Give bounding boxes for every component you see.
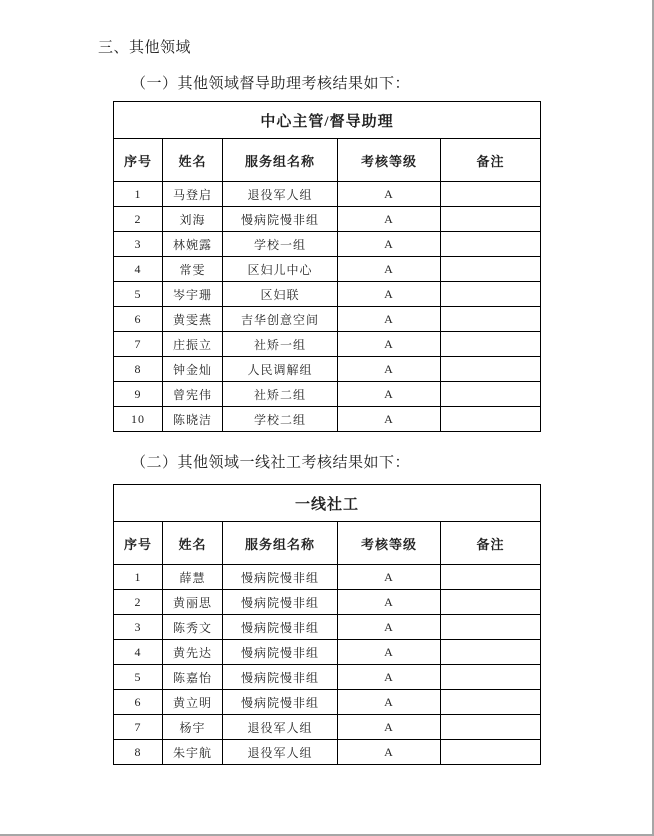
cell-remark (441, 182, 541, 207)
table-row (114, 690, 541, 715)
cell-grade: A (338, 307, 441, 332)
cell-index: 6 (114, 307, 163, 332)
cell-grade: A (338, 407, 441, 432)
cell-index: 3 (114, 232, 163, 257)
cell-remark (441, 407, 541, 432)
cell-name: 常雯 (163, 257, 223, 282)
table-row (114, 332, 541, 357)
table-row (114, 207, 541, 232)
cell-index: 4 (114, 640, 163, 665)
cell-name: 朱宇航 (163, 740, 223, 765)
table-row (114, 182, 541, 207)
cell-group: 学校二组 (223, 407, 338, 432)
section-heading: 三、其他领域 (98, 40, 192, 56)
cell-remark (441, 565, 541, 590)
table-title: 一线社工 (114, 485, 541, 522)
table-row (114, 282, 541, 307)
column-header-index: 序号 (114, 522, 163, 565)
column-header-group: 服务组名称 (223, 522, 338, 565)
cell-name: 林婉露 (163, 232, 223, 257)
table-title-row (114, 102, 541, 139)
cell-group: 慢病院慢非组 (223, 665, 338, 690)
column-header-remark: 备注 (441, 139, 541, 182)
table-row (114, 232, 541, 257)
column-header-grade: 考核等级 (338, 139, 441, 182)
table-row (114, 615, 541, 640)
cell-group: 慢病院慢非组 (223, 565, 338, 590)
cell-index: 6 (114, 690, 163, 715)
cell-index: 5 (114, 665, 163, 690)
cell-index: 1 (114, 565, 163, 590)
cell-index: 3 (114, 615, 163, 640)
cell-remark (441, 282, 541, 307)
cell-group: 区妇儿中心 (223, 257, 338, 282)
cell-index: 2 (114, 207, 163, 232)
cell-grade: A (338, 665, 441, 690)
cell-group: 学校一组 (223, 232, 338, 257)
cell-grade: A (338, 382, 441, 407)
cell-name: 庄振立 (163, 332, 223, 357)
cell-name: 黄雯燕 (163, 307, 223, 332)
cell-grade: A (338, 257, 441, 282)
cell-name: 黄丽思 (163, 590, 223, 615)
column-header-remark: 备注 (441, 522, 541, 565)
frontline-assessment-table (113, 484, 541, 765)
cell-remark (441, 257, 541, 282)
cell-group: 社矫一组 (223, 332, 338, 357)
table-title: 中心主管/督导助理 (114, 102, 541, 139)
cell-group: 区妇联 (223, 282, 338, 307)
table-caption-frontline: （二）其他领域一线社工考核结果如下： (131, 455, 411, 471)
cell-grade: A (338, 207, 441, 232)
cell-grade: A (338, 357, 441, 382)
cell-grade: A (338, 715, 441, 740)
column-header-name: 姓名 (163, 139, 223, 182)
cell-grade: A (338, 332, 441, 357)
column-header-grade: 考核等级 (338, 522, 441, 565)
cell-name: 钟金灿 (163, 357, 223, 382)
cell-group: 退役军人组 (223, 182, 338, 207)
cell-name: 薛慧 (163, 565, 223, 590)
cell-group: 退役军人组 (223, 715, 338, 740)
cell-remark (441, 715, 541, 740)
cell-index: 2 (114, 590, 163, 615)
table-row (114, 665, 541, 690)
table-row (114, 307, 541, 332)
cell-group: 社矫二组 (223, 382, 338, 407)
cell-name: 马登启 (163, 182, 223, 207)
cell-index: 1 (114, 182, 163, 207)
cell-name: 黄先达 (163, 640, 223, 665)
table-row (114, 715, 541, 740)
cell-group: 慢病院慢非组 (223, 640, 338, 665)
cell-index: 10 (114, 407, 163, 432)
cell-grade: A (338, 282, 441, 307)
cell-grade: A (338, 690, 441, 715)
table-title-row (114, 485, 541, 522)
cell-name: 刘海 (163, 207, 223, 232)
cell-remark (441, 357, 541, 382)
cell-name: 曾宪伟 (163, 382, 223, 407)
cell-remark (441, 232, 541, 257)
table-row (114, 407, 541, 432)
cell-remark (441, 640, 541, 665)
cell-name: 杨宇 (163, 715, 223, 740)
cell-remark (441, 307, 541, 332)
cell-name: 陈秀文 (163, 615, 223, 640)
cell-remark (441, 332, 541, 357)
cell-group: 慢病院慢非组 (223, 615, 338, 640)
table-row (114, 357, 541, 382)
table-row (114, 640, 541, 665)
cell-index: 7 (114, 332, 163, 357)
cell-remark (441, 207, 541, 232)
table-row (114, 382, 541, 407)
cell-remark (441, 665, 541, 690)
cell-name: 黄立明 (163, 690, 223, 715)
cell-grade: A (338, 740, 441, 765)
cell-remark (441, 382, 541, 407)
cell-index: 9 (114, 382, 163, 407)
column-header-row (114, 139, 541, 182)
cell-group: 慢病院慢非组 (223, 690, 338, 715)
table-row (114, 565, 541, 590)
column-header-row (114, 522, 541, 565)
cell-group: 慢病院慢非组 (223, 590, 338, 615)
cell-name: 陈晓洁 (163, 407, 223, 432)
cell-group: 退役军人组 (223, 740, 338, 765)
table-row (114, 740, 541, 765)
column-header-index: 序号 (114, 139, 163, 182)
cell-index: 5 (114, 282, 163, 307)
cell-grade: A (338, 640, 441, 665)
cell-index: 4 (114, 257, 163, 282)
table-row (114, 590, 541, 615)
table-row (114, 257, 541, 282)
cell-grade: A (338, 615, 441, 640)
cell-index: 7 (114, 715, 163, 740)
cell-grade: A (338, 565, 441, 590)
cell-remark (441, 740, 541, 765)
cell-index: 8 (114, 740, 163, 765)
cell-remark (441, 590, 541, 615)
cell-index: 8 (114, 357, 163, 382)
cell-remark (441, 615, 541, 640)
cell-name: 陈嘉怡 (163, 665, 223, 690)
cell-name: 岑宇珊 (163, 282, 223, 307)
cell-grade: A (338, 232, 441, 257)
cell-grade: A (338, 182, 441, 207)
table-caption-supervisors: （一）其他领域督导助理考核结果如下： (131, 76, 411, 92)
cell-remark (441, 690, 541, 715)
supervisor-assessment-table (113, 101, 541, 432)
column-header-group: 服务组名称 (223, 139, 338, 182)
cell-grade: A (338, 590, 441, 615)
cell-group: 人民调解组 (223, 357, 338, 382)
cell-group: 吉华创意空间 (223, 307, 338, 332)
column-header-name: 姓名 (163, 522, 223, 565)
cell-group: 慢病院慢非组 (223, 207, 338, 232)
